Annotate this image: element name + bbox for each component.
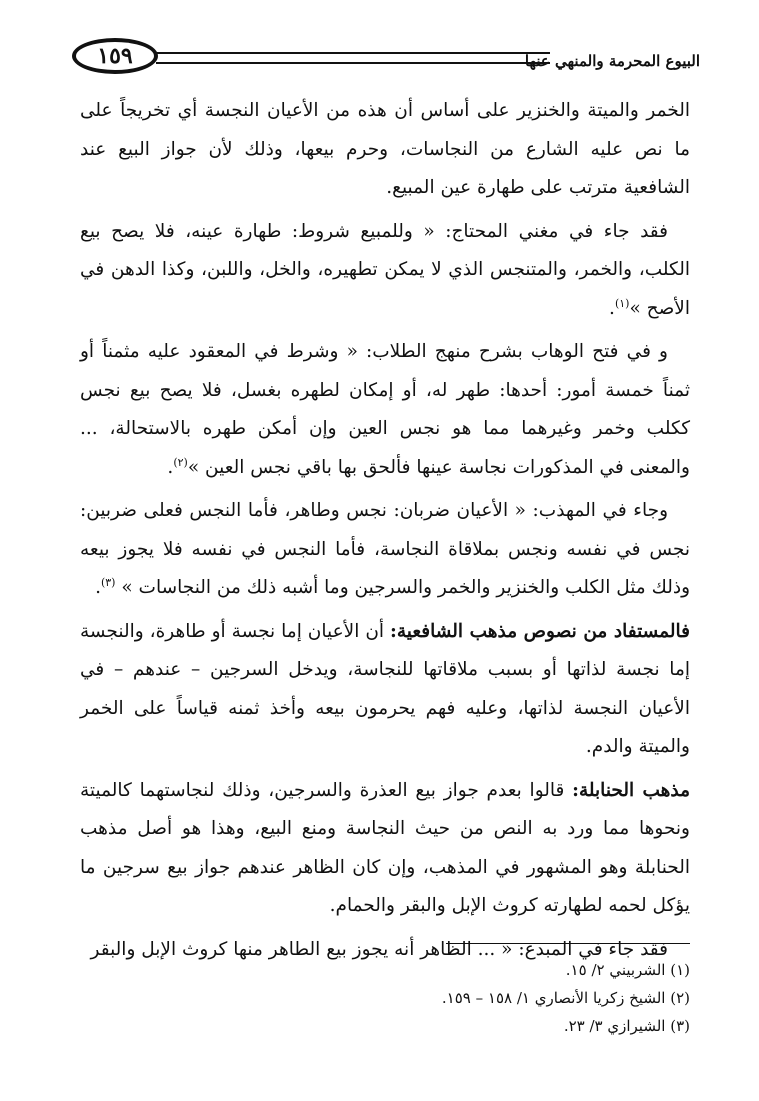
paragraph-4: وجاء في المهذب: « الأعيان ضربان: نجس وطاهر، فأما النجس فعلى ضربين: نجس في نفسه ونجس بملاقاة النجاسة، فأما النجس في نفسه فلا يجوز بيعه وذلك مثل الكلب والخنزير والخمر والسرجين وما أشبه ذلك من النجاسات » $^{(٣)}$.: [80, 500, 690, 598]
paragraph-5: [80, 613, 690, 767]
paragraph-4-text: وجاء في المهذب: « الأعيان ضربان: نجس وطاهر، فأما النجس فعلى ضربين: نجس في نفسه ونجس بملاقاة النجاسة، فأما النجس في نفسه فلا يجوز بيعه وذلك مثل الكلب والخنزير والخمر والسرجين وما أشبه ذلك من النجاسات »: [80, 500, 690, 598]
paragraph-1-text: الخمر والميتة والخنزير على أساس أن هذه من الأعيان النجسة أي تخريجاً على ما نص عليه الشارع من النجاسات، وحرم بيعها، وذلك لأن جواز البيع عند الشافعية مترتب على طهارة عين المبيع.: [80, 100, 690, 198]
paragraph-7-text: فقد جاء في المبدع: « ... الظاهر أنه يجوز بيع الطاهر منها كروث الإبل والبقر: [90, 938, 668, 960]
footnotes: [80, 956, 690, 1040]
header-double-rule: [156, 52, 550, 64]
paragraph-2-text: فقد جاء في مغني المحتاج: « وللمبيع شروط: طهارة عينه، فلا يصح بيع الكلب، والخمر، والمتنجس الذي لا يمكن تطهيره، والخل، واللبن، وكذا الدهن في الأصح »: [80, 220, 690, 319]
paragraph-1: [80, 92, 690, 208]
paragraph-3: و في فتح الوهاب بشرح منهج الطلاب: « وشرط في المعقود عليه مثمناً أو ثمناً خمسة أمور: أحدها: طهر له، أو إمكان لطهره بغسل، فلا يصح بيع نجس ككلب وخمر وغيرهما مما هو نجس العين وإن أمكن طهره بالاستحالة، ... والمعنى في المذكورات نجاسة عينها فألحق بها باقي نجس العين »$^{(٢)}$.: [80, 341, 690, 478]
paragraph-2: فقد جاء في مغني المحتاج: « وللمبيع شروط: طهارة عينه، فلا يصح بيع الكلب، والخمر، والمتنجس الذي لا يمكن تطهيره، والخل، واللبن، وكذا الدهن في الأصح »$^{(١)}$.: [80, 220, 690, 319]
footnote-ref-2[interactable]: (٢): [173, 455, 188, 469]
footnote-1: (١) الشربيني ٢/ ١٥.: [565, 961, 690, 979]
paragraph-3-text: و في فتح الوهاب بشرح منهج الطلاب: « وشرط في المعقود عليه مثمناً أو ثمناً خمسة أمور: أحدها: طهر له، أو إمكان لطهره بغسل، فلا يصح بيع نجس ككلب وخمر وغيرهما مما هو نجس العين وإن أمكن طهره بالاستحالة، ... والمعنى في المذكورات نجاسة عينها فألحق بها باقي نجس العين »: [80, 341, 690, 478]
footnote-separator: [446, 943, 690, 944]
paragraph-6-lead: مذهب الحنابلة:: [572, 779, 690, 801]
footnote-ref-1[interactable]: (١): [614, 296, 630, 310]
footnote-3: (٣) الشيرازي ٣/ ٢٣.: [563, 1017, 690, 1035]
page-number: ١٥٩: [97, 43, 133, 69]
footnote-2: (٢) الشيخ زكريا الأنصاري ١/ ١٥٨ – ١٥٩.: [441, 989, 690, 1007]
paragraph-6: [80, 772, 690, 926]
footnote-ref-3[interactable]: (٣): [100, 575, 116, 589]
page-header: [60, 38, 700, 82]
page-number-badge: [72, 38, 158, 74]
paragraph-6-text: قالوا بعدم جواز بيع العذرة والسرجين، وذلك لنجاستهما كالميتة ونحوها مما ورد به النص من حيث النجاسة ومنع البيع، وهذا هو أصل مذهب الحنابلة وهو المشهور في المذهب، وإن كان الظاهر عندهم جواز بيع سرجين ما يؤكل لحمه لطهارته كروث الإبل والبقر والحمام.: [80, 779, 690, 916]
running-title: البيوع المحرمة والمنهي عنها: [524, 52, 700, 70]
paragraph-5-lead: فالمستفاد من نصوص مذهب الشافعية:: [390, 620, 690, 642]
main-text: [80, 92, 690, 974]
paragraph-5-text: أن الأعيان إما نجسة أو طاهرة، والنجسة إما نجسة لذاتها أو بسبب ملاقاتها للنجاسة، ويدخل السرجين – عندهم – في الأعيان النجسة لذاتها، وعليه فهم يحرمون بيعه وأخذ ثمنه قياساً على الخمر والميتة والدم.: [80, 620, 690, 757]
